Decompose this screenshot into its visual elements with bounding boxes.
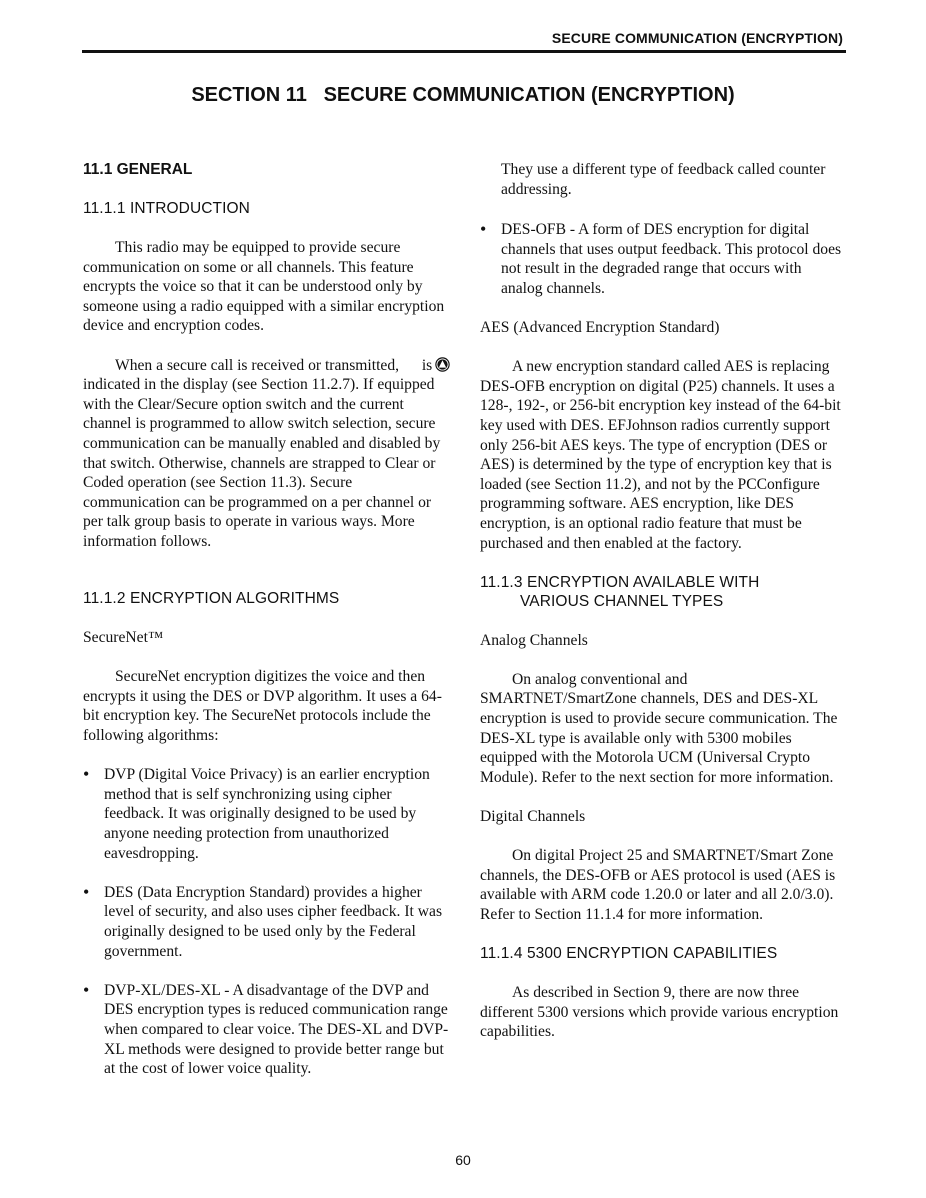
digital-channels-paragraph: On digital Project 25 and SMARTNET/Smart Zone channels, the DES-OFB or AES protocol is used (AES is available with ARM code 1.20.0 or later and all 2.0/3.0). Refer to Section 11.1.4 for more information. bbox=[480, 847, 836, 923]
heading-encryption-available-line2: VARIOUS CHANNEL TYPES bbox=[520, 592, 724, 610]
heading-encryption-algorithms: 11.1.2 ENCRYPTION ALGORITHMS bbox=[83, 590, 340, 608]
bullet-dvp-xl bbox=[83, 981, 449, 1079]
intro-paragraph-2-end: is indicated in the display (see Section 11.2.7). If equipped with the Clear/Secure option switch and the current channel is programmed to allow switch selection, secure communication can be manually enabled and disabled by that switch. Otherwise, channels are strapped to Clear or Coded operation (see Section 11.3). Secure communication can be programmed on a per channel or per talk group basis to operate in various ways. More information follows. bbox=[83, 356, 441, 550]
continuation-paragraph: They use a different type of feedback called counter addressing. bbox=[501, 161, 826, 198]
secure-encryption-icon bbox=[403, 357, 418, 372]
heading-encryption-available-line1: 11.1.3 ENCRYPTION AVAILABLE WITH bbox=[480, 573, 760, 591]
analog-channels-paragraph: On analog conventional and SMARTNET/SmartZone channels, DES and DES-XL encryption is used to provide secure communication. The DES-XL type is available only with 5300 mobiles equipped with the Motorola UCM (Universal Crypto Module). Refer to the next section for more information. bbox=[480, 670, 838, 786]
right-column-main bbox=[480, 220, 846, 1062]
bullet-glyph: • bbox=[480, 219, 487, 239]
page-number: 60 bbox=[455, 1152, 471, 1168]
heading-introduction: 11.1.1 INTRODUCTION bbox=[83, 200, 250, 217]
bullet-dvp bbox=[83, 765, 449, 863]
heading-encryption-capabilities: 11.1.4 5300 ENCRYPTION CAPABILITIES bbox=[480, 945, 778, 963]
running-header: SECURE COMMUNICATION (ENCRYPTION) bbox=[551, 30, 843, 46]
bullet-text: DVP-XL/DES-XL - A disadvantage of the DVP and DES encryption types is reduced communication range when compared to clear voice. The DES-XL and DVP-XL methods were designed to provide better range but at the cost of lower voice quality. bbox=[104, 981, 449, 1078]
securenet-paragraph: SecureNet encryption digitizes the voice and then encrypts it using the DES or DVP algorithm. It uses a 64-bit encryption key. The SecureNet protocols include the following algorithms: bbox=[83, 668, 442, 745]
intro-paragraph-1: This radio may be equipped to provide secure communication on some or all channels. This feature encrypts the voice so that it can be understood only by someone using a radio equipped with a similar encryption device and encryption codes. bbox=[83, 239, 445, 335]
section-title: SECTION 11 SECURE COMMUNICATION (ENCRYPTION) bbox=[191, 84, 735, 106]
heading-general: 11.1 GENERAL bbox=[83, 161, 193, 178]
capabilities-paragraph: As described in Section 9, there are now three different 5300 versions which provide various encryption capabilities. bbox=[480, 984, 839, 1041]
bullet-glyph: • bbox=[83, 979, 90, 1000]
aes-paragraph: A new encryption standard called AES is replacing DES-OFB encryption on digital (P25) channels. It uses a 128-, 192-, or 256-bit encryption key instead of the 64-bit key used with DES. EFJohnson radios currently support only 256-bit AES keys. The type of encryption (DES or AES) is determined by the type of encryption key that is loaded (see Section 11.2), and not by the PCConfigure programming software. AES encryption, like DES encryption, is an optional radio feature that must be purchased and then enabled at the factory. bbox=[480, 358, 841, 552]
digital-channels-label: Digital Channels bbox=[480, 808, 586, 826]
bullet-text: DES (Data Encryption Standard) provides a higher level of security, and also uses cipher feedback. It was originally designed to be used only by the Federal government. bbox=[104, 883, 443, 960]
analog-channels-label: Analog Channels bbox=[480, 631, 588, 649]
bullet-glyph: • bbox=[83, 881, 90, 902]
bullet-glyph: • bbox=[83, 764, 90, 785]
intro-paragraph-2 bbox=[83, 356, 449, 552]
bullet-text: DES-OFB - A form of DES encryption for digital channels that uses output feedback. This protocol does not result in the degraded range that occurs with analog channels. bbox=[501, 221, 842, 297]
aes-label: AES (Advanced Encryption Standard) bbox=[480, 318, 720, 336]
header-rule bbox=[82, 50, 846, 53]
heading-encryption-available bbox=[480, 573, 846, 611]
intro-paragraph-2-start: When a secure call is received or transmitted, bbox=[115, 356, 403, 374]
right-column bbox=[501, 160, 847, 219]
bullet-des bbox=[83, 883, 449, 961]
bullet-des-ofb bbox=[480, 220, 846, 298]
left-column bbox=[83, 160, 449, 1098]
securenet-label: SecureNet™ bbox=[83, 629, 164, 647]
bullet-text: DVP (Digital Voice Privacy) is an earlier encryption method that is self synchronizing using cipher feedback. It was originally designed to be used by anyone needing protection from unauthorized eavesdropping. bbox=[104, 766, 430, 862]
